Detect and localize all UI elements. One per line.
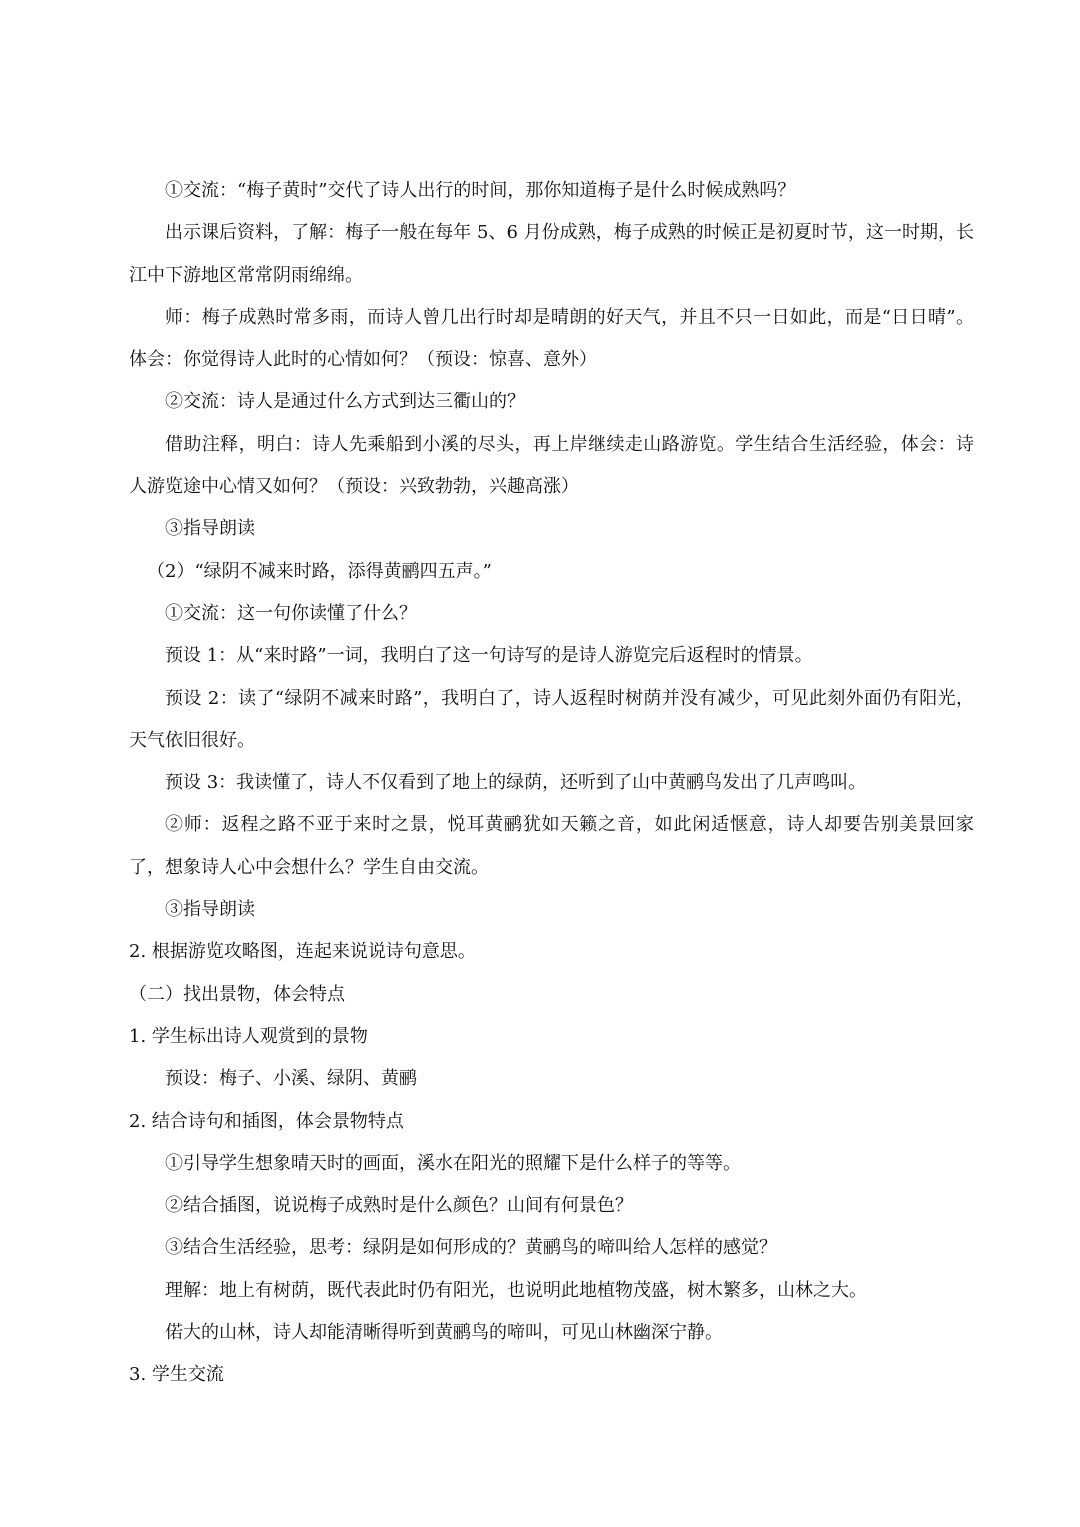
paragraph-guided-reading-1: ③指导朗读 (165, 518, 255, 540)
paragraph-teacher-return-journey: ②师：返程之路不亚于来时之景，悦耳黄鹂犹如天籁之音，如此闲适惬意，诗人却要告别美景回家了，想象诗人心中会想什么？学生自由交流。 (129, 814, 974, 878)
paragraph-imagine-sunny-scene: ①引导学生想象晴天时的画面，溪水在阳光的照耀下是什么样子的等等。 (165, 1152, 741, 1174)
paragraph-plum-ripening-info: 出示课后资料，了解：梅子一般在每年 5、6 月份成熟，梅子成熟的时候正是初夏时节，这一时期，长江中下游地区常常阴雨绵绵。 (129, 222, 974, 286)
lesson-plan-text (129, 170, 974, 1397)
paragraph-guided-reading-2: ③指导朗读 (165, 899, 255, 921)
paragraph-annotation-boat-journey: 借助注释，明白：诗人先乘船到小溪的尽头，再上岸继续走山路游览。学生结合生活经验，体会：诗人游览途中心情又如何？（预设：兴致勃勃，兴趣高涨） (129, 433, 974, 498)
paragraph-step-3-student-exchange: 3. 学生交流 (129, 1364, 224, 1386)
paragraph-understanding-shade: 理解：地上有树荫，既代表此时仍有阳光，也说明此地植物茂盛，树木繁多，山林之大。 (165, 1279, 867, 1301)
paragraph-teacher-sunny-days: 师：梅子成熟时常多雨，而诗人曾几出行时却是晴朗的好天气，并且不只一日如此，而是“日日晴”。体会：你觉得诗人此时的心情如何？（预设：惊喜、意外） (129, 306, 974, 371)
paragraph-step-2-travel-guide: 2. 根据游览攻略图，连起来说说诗句意思。 (129, 941, 476, 963)
paragraph-preset-1: 预设 1：从“来时路”一词，我明白了这一句诗写的是诗人游览完后返程时的情景。 (165, 645, 813, 667)
paragraph-exchange-travel-method: ②交流：诗人是通过什么方式到达三衢山的？ (165, 391, 525, 413)
paragraph-exchange-plum-time: ①交流：“梅子黄时”交代了诗人出行的时间，那你知道梅子是什么时候成熟吗？ (165, 180, 796, 201)
paragraph-step-1-mark-scenery: 1. 学生标出诗人观赏到的景物 (129, 1025, 368, 1047)
paragraph-think-green-shade: ③结合生活经验，思考：绿阴是如何形成的？黄鹂鸟的啼叫给人怎样的感觉？ (165, 1237, 777, 1259)
paragraph-preset-3: 预设 3：我读懂了，诗人不仅看到了地上的绿荫，还听到了山中黄鹂鸟发出了几声鸣叫。 (165, 772, 867, 794)
paragraph-exchange-understanding: ①交流：这一句你读懂了什么？ (165, 602, 417, 624)
paragraph-preset-2: 预设 2：读了“绿阴不减来时路”，我明白了，诗人返程时树荫并没有减少，可见此刻外面仍有阳光，天气依旧很好。 (129, 687, 974, 751)
section-heading-find-scenery: （二）找出景物，体会特点 (129, 983, 345, 1005)
paragraph-step-2-scenery-features: 2. 结合诗句和插图，体会景物特点 (129, 1110, 404, 1132)
paragraph-poem-line-2: （2）“绿阴不减来时路，添得黄鹂四五声。” (147, 560, 492, 582)
paragraph-quiet-forest: 偌大的山林，诗人却能清晰得听到黄鹂鸟的啼叫，可见山林幽深宁静。 (165, 1322, 723, 1344)
paragraph-preset-scenery-list: 预设：梅子、小溪、绿阴、黄鹂 (165, 1068, 417, 1090)
paragraph-illustration-plum-color: ②结合插图，说说梅子成熟时是什么颜色？山间有何景色？ (165, 1195, 633, 1217)
